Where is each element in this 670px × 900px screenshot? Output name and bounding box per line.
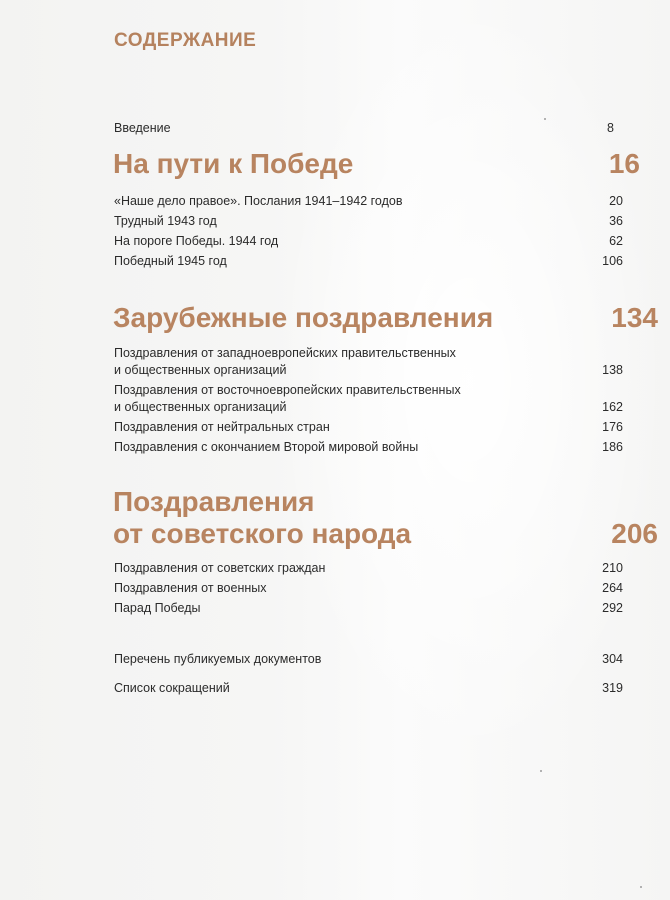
toc-entry[interactable]: «Наше дело правое». Послания 1941–1942 годов — [114, 194, 403, 208]
toc-entry-line1[interactable]: Поздравления от восточноевропейских правительственных — [114, 383, 461, 397]
part-title-3-line2[interactable]: от советского народа — [113, 518, 412, 549]
part-title-3-line1[interactable]: Поздравления — [113, 486, 315, 517]
paper-speck — [640, 886, 642, 888]
toc-entry[interactable]: Парад Победы — [114, 601, 201, 615]
toc-entry[interactable]: Поздравления от военных — [114, 581, 267, 595]
toc-page-number: 20 — [609, 194, 623, 208]
toc-page-number: 304 — [602, 652, 623, 666]
toc-page-number: 319 — [602, 681, 623, 695]
toc-entry[interactable]: Поздравления от нейтральных стран — [114, 420, 330, 434]
part-page-number-1: 16 — [608, 148, 640, 179]
toc-page-number: 176 — [602, 420, 623, 434]
toc-page-number: 210 — [602, 561, 623, 575]
toc-entry-appendix[interactable]: Список сокращений — [114, 681, 230, 695]
part-page-number-3: 206 — [611, 518, 658, 549]
toc-page-number: 186 — [602, 440, 623, 454]
toc-page-number: 138 — [602, 363, 623, 377]
toc-entry[interactable]: Победный 1945 год — [114, 254, 227, 268]
toc-entry[interactable]: Поздравления от советских граждан — [114, 561, 326, 575]
toc-entry-appendix[interactable]: Перечень публикуемых документов — [114, 652, 322, 666]
toc-entry[interactable]: Поздравления с окончанием Второй мировой войны — [114, 440, 419, 454]
toc-page-number: 292 — [602, 601, 623, 615]
paper-speck — [544, 118, 546, 120]
toc-heading: СОДЕРЖАНИЕ — [114, 30, 257, 51]
toc-entry[interactable]: На пороге Победы. 1944 год — [114, 234, 279, 248]
toc-page-number: 62 — [609, 234, 623, 248]
toc-entry-line2[interactable]: и общественных организаций — [114, 400, 287, 414]
toc-page-number: 106 — [602, 254, 623, 268]
toc-page-number: 36 — [609, 214, 623, 228]
toc-page-number: 8 — [607, 121, 614, 135]
toc-entry-intro[interactable]: Введение — [114, 121, 171, 135]
toc-entry[interactable]: Трудный 1943 год — [114, 214, 217, 228]
part-title-2[interactable]: Зарубежные поздравления — [113, 302, 494, 333]
toc-page-number: 264 — [602, 581, 623, 595]
toc-entry-line1[interactable]: Поздравления от западноевропейских правительственных — [114, 346, 456, 360]
part-page-number-2: 134 — [611, 302, 658, 333]
toc-entry-line2[interactable]: и общественных организаций — [114, 363, 287, 377]
paper-speck — [540, 770, 542, 772]
part-title-1[interactable]: На пути к Победе — [113, 148, 354, 179]
toc-page-number: 162 — [602, 400, 623, 414]
